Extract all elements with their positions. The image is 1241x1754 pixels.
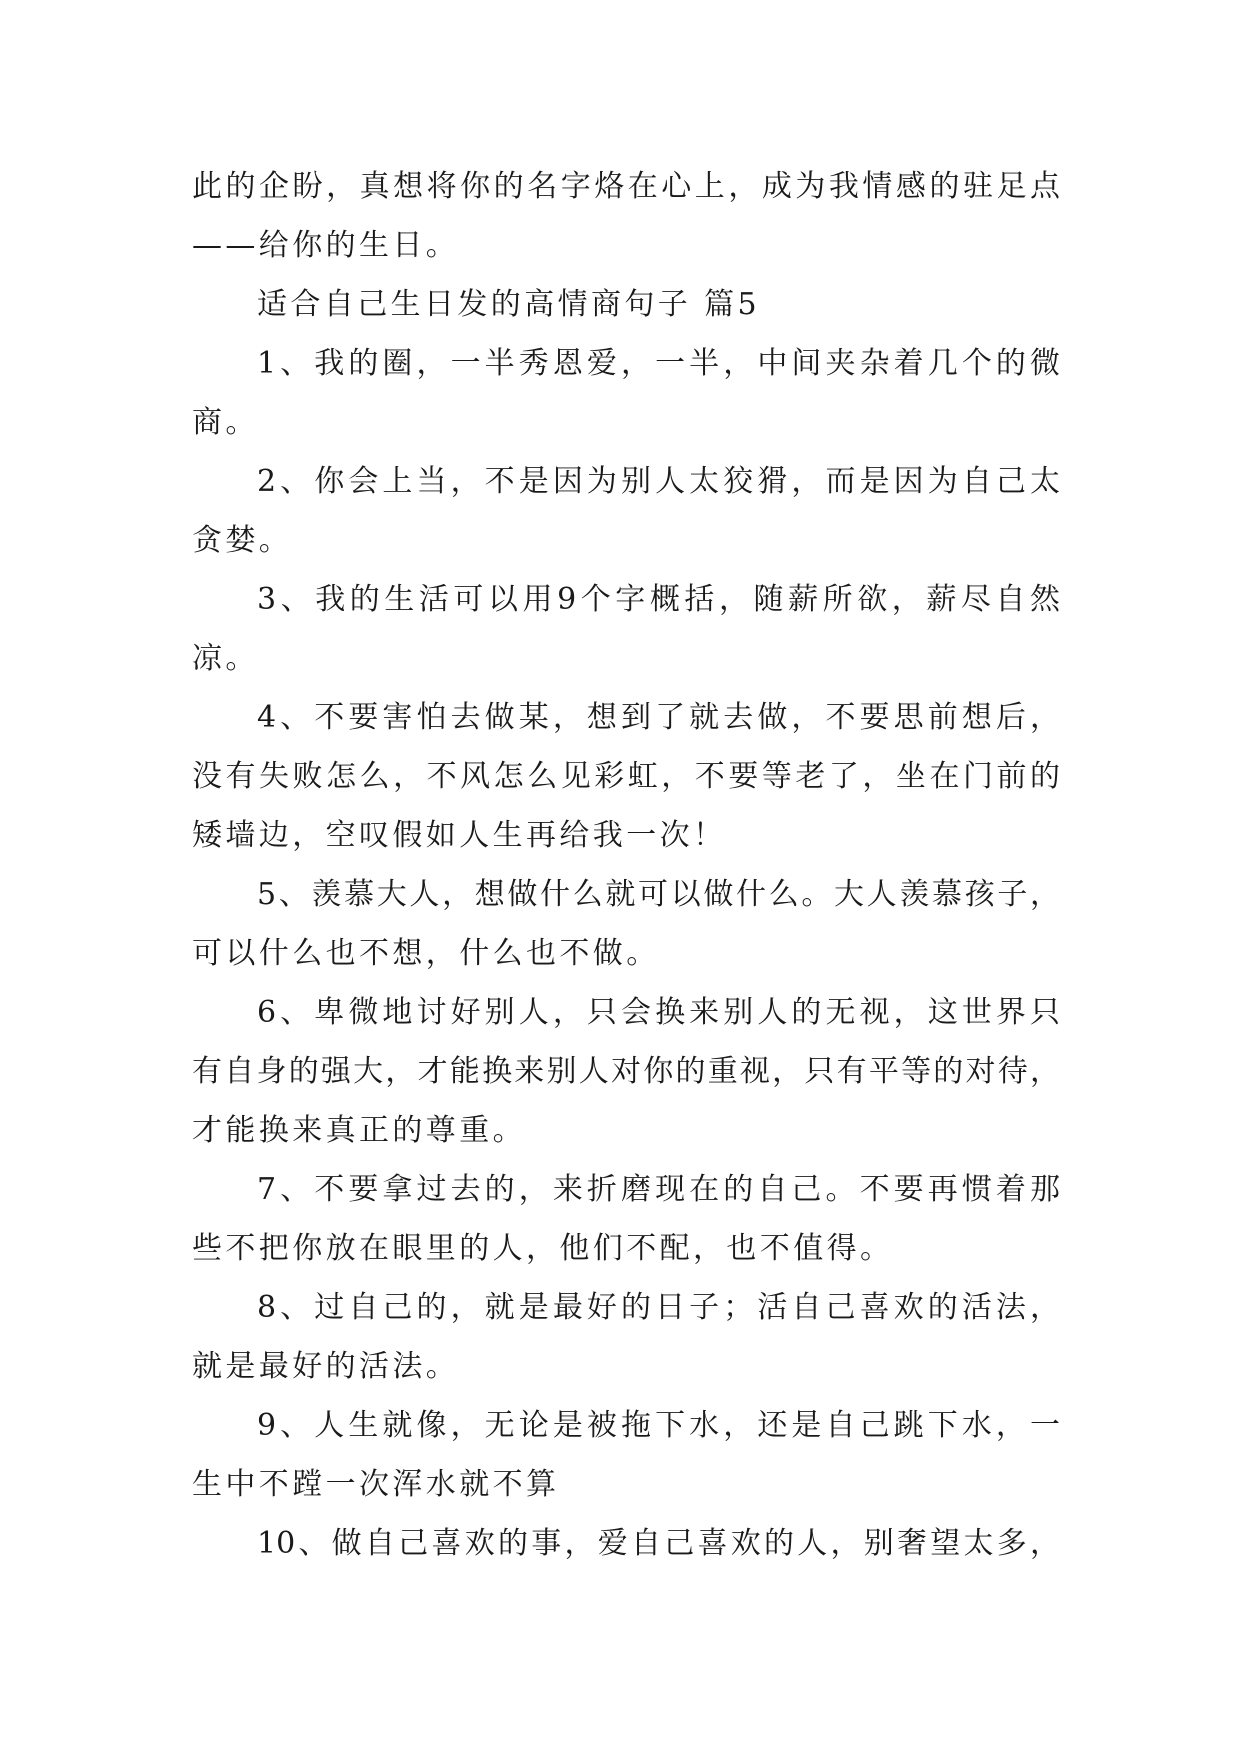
quote-item-1: [192, 334, 1060, 452]
text-line: 1、我的圈，一半秀恩爱，一半，中间夹杂着几个的微: [257, 346, 1060, 381]
text-line: 9、人生就像，无论是被拖下水，还是自己跳下水，一: [257, 1408, 1060, 1443]
text-line: 生中不蹚一次浑水就不算: [192, 1467, 560, 1502]
quote-item-5: [192, 865, 1060, 983]
text-line: 5、羡慕大人，想做什么就可以做什么。大人羡慕孩子，: [257, 877, 1060, 912]
text-line: 才能换来真正的尊重。: [192, 1113, 526, 1148]
text-line: 7、不要拿过去的，来折磨现在的自己。不要再惯着那: [257, 1172, 1060, 1207]
heading-text: 适合自己生日发的高情商句子 篇5: [257, 287, 761, 322]
quote-item-8: [192, 1278, 1060, 1396]
text-line: 凉。: [192, 641, 259, 676]
quote-item-4: [192, 688, 1060, 865]
continued-paragraph: [192, 157, 1060, 275]
text-line: 就是最好的活法。: [192, 1349, 460, 1384]
text-line: 2、你会上当，不是因为别人太狡猾，而是因为自己太: [257, 464, 1060, 499]
quote-item-3: [192, 570, 1060, 688]
quote-item-10: [192, 1514, 1060, 1573]
text-line: 此的企盼，真想将你的名字烙在心上，成为我情感的驻足点: [192, 169, 1060, 204]
quote-item-7: [192, 1160, 1060, 1278]
text-line: 有自身的强大，才能换来别人对你的重视，只有平等的对待，: [192, 1054, 1060, 1089]
quote-item-6: [192, 983, 1060, 1160]
quote-item-9: [192, 1396, 1060, 1514]
text-line: 6、卑微地讨好别人，只会换来别人的无视，这世界只: [257, 995, 1060, 1030]
text-line: ——给你的生日。: [192, 228, 460, 263]
text-line: 可以什么也不想，什么也不做。: [192, 936, 660, 971]
quote-item-2: [192, 452, 1060, 570]
text-line: 没有失败怎么，不风怎么见彩虹，不要等老了，坐在门前的: [192, 759, 1060, 794]
text-line: 3、我的生活可以用9个字概括，随薪所欲，薪尽自然: [257, 582, 1060, 617]
document-body: [192, 157, 1060, 1573]
text-line: 10、做自己喜欢的事，爱自己喜欢的人，别奢望太多，: [257, 1526, 1060, 1561]
text-line: 4、不要害怕去做某，想到了就去做，不要思前想后，: [257, 700, 1060, 735]
text-line: 商。: [192, 405, 259, 440]
text-line: 些不把你放在眼里的人，他们不配，也不值得。: [192, 1231, 894, 1266]
text-line: 贪婪。: [192, 523, 293, 558]
text-line: 矮墙边，空叹假如人生再给我一次！: [192, 818, 727, 853]
section-heading: [192, 275, 1060, 334]
text-line: 8、过自己的，就是最好的日子；活自己喜欢的活法，: [257, 1290, 1060, 1325]
